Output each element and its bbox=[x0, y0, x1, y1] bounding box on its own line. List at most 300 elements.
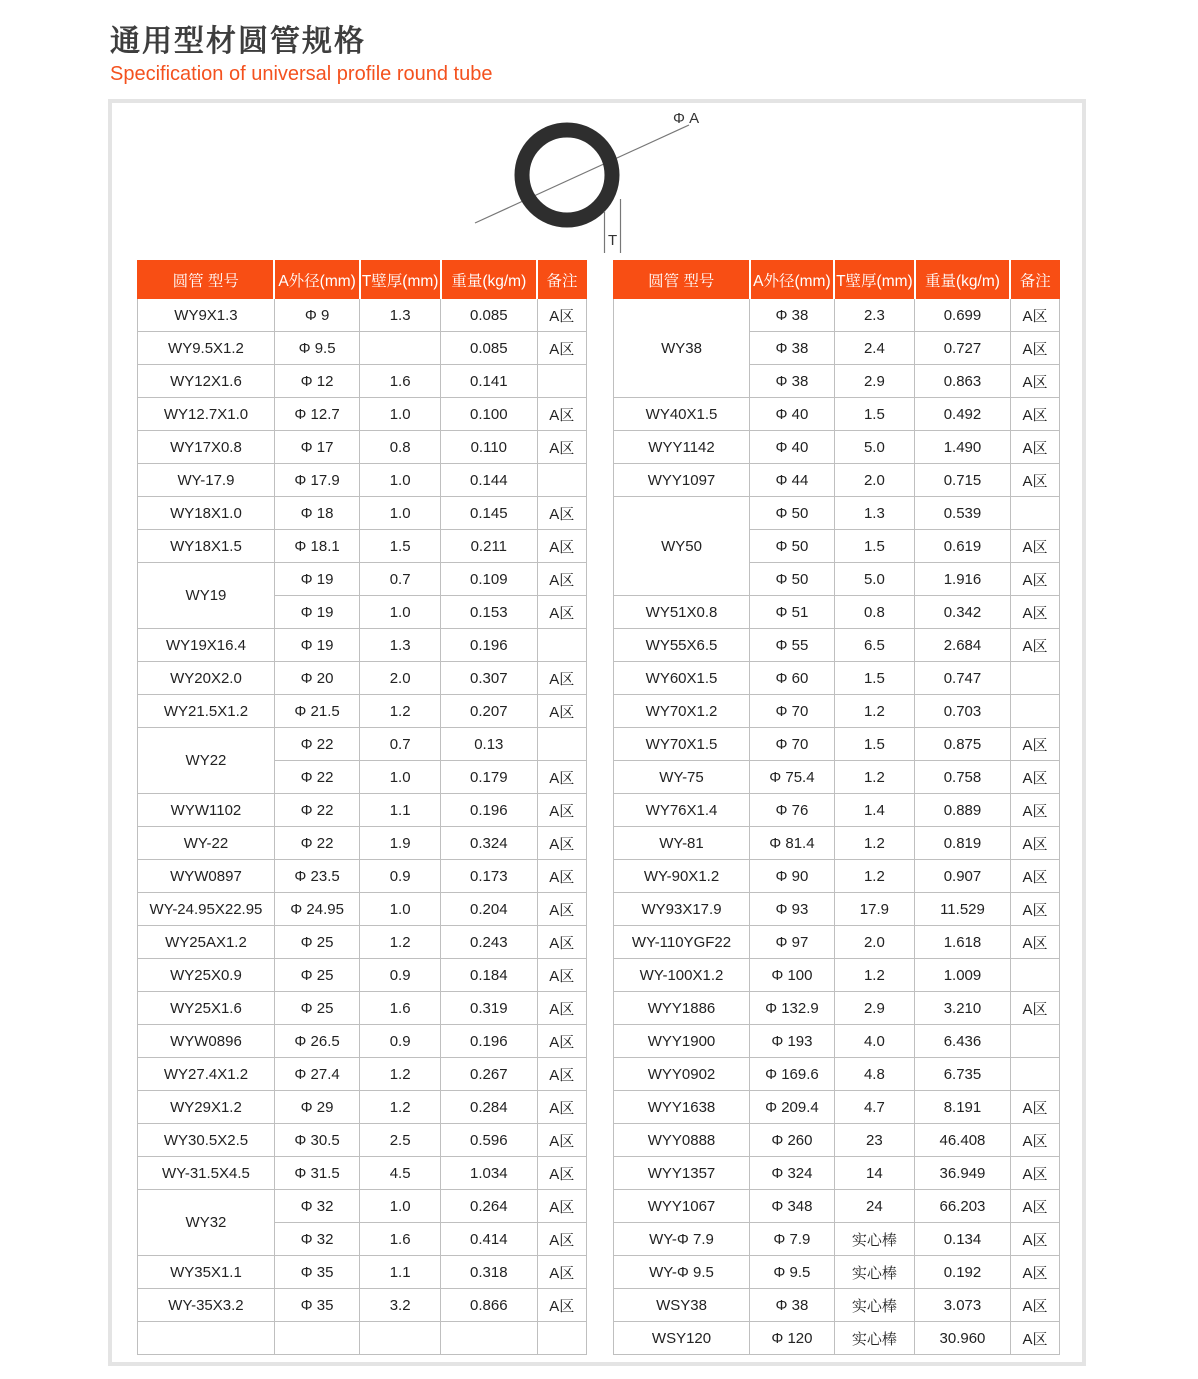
table-row bbox=[138, 563, 587, 596]
spec-table-right bbox=[613, 260, 1060, 1355]
od-cell: Φ 40 bbox=[750, 431, 835, 464]
thickness-cell: 1.5 bbox=[834, 728, 914, 761]
model-cell: WY-24.95X22.95 bbox=[138, 893, 275, 926]
table-row bbox=[614, 1289, 1060, 1322]
note-cell: A区 bbox=[537, 1157, 586, 1190]
thickness-cell: 2.9 bbox=[834, 365, 914, 398]
od-cell: Φ 35 bbox=[274, 1289, 359, 1322]
model-cell: WY-81 bbox=[614, 827, 750, 860]
thickness-cell: 4.7 bbox=[834, 1091, 914, 1124]
weight-cell: 0.758 bbox=[915, 761, 1011, 794]
weight-cell: 0.819 bbox=[915, 827, 1011, 860]
table-row bbox=[614, 1058, 1060, 1091]
thickness-cell: 1.0 bbox=[360, 761, 441, 794]
note-cell: A区 bbox=[1010, 827, 1059, 860]
thickness-cell: 2.0 bbox=[834, 926, 914, 959]
note-cell: A区 bbox=[537, 827, 586, 860]
model-cell: WY12.7X1.0 bbox=[138, 398, 275, 431]
od-cell: Φ 90 bbox=[750, 860, 835, 893]
header-model: 圆管 型号 bbox=[138, 261, 275, 299]
weight-cell: 0.319 bbox=[441, 992, 538, 1025]
model-cell: WY38 bbox=[614, 299, 750, 398]
note-cell: A区 bbox=[537, 860, 586, 893]
table-row bbox=[138, 1025, 587, 1058]
note-cell: A区 bbox=[1010, 596, 1059, 629]
note-cell: A区 bbox=[537, 761, 586, 794]
weight-cell: 0.318 bbox=[441, 1256, 538, 1289]
note-cell bbox=[1010, 959, 1059, 992]
note-cell: A区 bbox=[1010, 629, 1059, 662]
od-cell: Φ 169.6 bbox=[750, 1058, 835, 1091]
weight-cell: 30.960 bbox=[915, 1322, 1011, 1355]
weight-cell: 0.204 bbox=[441, 893, 538, 926]
od-cell: Φ 17 bbox=[274, 431, 359, 464]
weight-cell: 0.492 bbox=[915, 398, 1011, 431]
note-cell: A区 bbox=[1010, 926, 1059, 959]
weight-cell: 0.196 bbox=[441, 629, 538, 662]
model-cell: WY25X0.9 bbox=[138, 959, 275, 992]
weight-cell: 0.192 bbox=[915, 1256, 1011, 1289]
weight-cell: 0.539 bbox=[915, 497, 1011, 530]
od-cell: Φ 27.4 bbox=[274, 1058, 359, 1091]
thickness-cell: 1.2 bbox=[360, 926, 441, 959]
note-cell bbox=[537, 464, 586, 497]
content-card bbox=[108, 99, 1086, 1366]
note-cell: A区 bbox=[537, 431, 586, 464]
od-cell: Φ 23.5 bbox=[274, 860, 359, 893]
table-row bbox=[614, 1256, 1060, 1289]
thickness-cell: 1.5 bbox=[360, 530, 441, 563]
note-cell: A区 bbox=[1010, 860, 1059, 893]
model-cell: WY55X6.5 bbox=[614, 629, 750, 662]
od-cell: Φ 75.4 bbox=[750, 761, 835, 794]
od-cell: Φ 70 bbox=[750, 728, 835, 761]
weight-cell: 0.184 bbox=[441, 959, 538, 992]
note-cell: A区 bbox=[1010, 563, 1059, 596]
note-cell: A区 bbox=[537, 794, 586, 827]
od-cell: Φ 25 bbox=[274, 992, 359, 1025]
weight-cell: 0.100 bbox=[441, 398, 538, 431]
table-row bbox=[614, 794, 1060, 827]
weight-cell: 0.145 bbox=[441, 497, 538, 530]
table-row bbox=[614, 662, 1060, 695]
model-cell: WY70X1.2 bbox=[614, 695, 750, 728]
note-cell: A区 bbox=[1010, 1289, 1059, 1322]
header-weight: 重量(kg/m) bbox=[915, 261, 1011, 299]
thickness-cell: 1.3 bbox=[360, 299, 441, 332]
od-cell: Φ 22 bbox=[274, 794, 359, 827]
note-cell: A区 bbox=[1010, 728, 1059, 761]
od-cell: Φ 93 bbox=[750, 893, 835, 926]
weight-cell: 0.307 bbox=[441, 662, 538, 695]
weight-cell: 0.085 bbox=[441, 332, 538, 365]
weight-cell: 2.684 bbox=[915, 629, 1011, 662]
model-cell: WYY1638 bbox=[614, 1091, 750, 1124]
model-cell: WY40X1.5 bbox=[614, 398, 750, 431]
thickness-cell: 0.9 bbox=[360, 959, 441, 992]
model-cell: WYY1097 bbox=[614, 464, 750, 497]
thickness-cell: 0.7 bbox=[360, 563, 441, 596]
table-row bbox=[614, 1157, 1060, 1190]
thickness-cell: 24 bbox=[834, 1190, 914, 1223]
od-cell: Φ 9 bbox=[274, 299, 359, 332]
thickness-cell: 1.1 bbox=[360, 1256, 441, 1289]
thickness-cell: 0.8 bbox=[360, 431, 441, 464]
model-cell bbox=[138, 1322, 275, 1355]
table-row bbox=[138, 662, 587, 695]
note-cell bbox=[1010, 662, 1059, 695]
model-cell: WY93X17.9 bbox=[614, 893, 750, 926]
spec-tables bbox=[112, 260, 1082, 1355]
note-cell: A区 bbox=[1010, 299, 1059, 332]
thickness-cell: 1.0 bbox=[360, 596, 441, 629]
weight-cell: 0.141 bbox=[441, 365, 538, 398]
table-row bbox=[138, 695, 587, 728]
weight-cell: 0.703 bbox=[915, 695, 1011, 728]
weight-cell: 0.596 bbox=[441, 1124, 538, 1157]
od-cell: Φ 100 bbox=[750, 959, 835, 992]
table-row bbox=[138, 1256, 587, 1289]
header-wall-thickness: T壁厚(mm) bbox=[834, 261, 914, 299]
model-cell: WY9X1.3 bbox=[138, 299, 275, 332]
weight-cell: 0.342 bbox=[915, 596, 1011, 629]
weight-cell: 0.889 bbox=[915, 794, 1011, 827]
od-cell: Φ 19 bbox=[274, 596, 359, 629]
weight-cell: 0.110 bbox=[441, 431, 538, 464]
note-cell: A区 bbox=[1010, 1322, 1059, 1355]
weight-cell: 0.134 bbox=[915, 1223, 1011, 1256]
od-cell: Φ 44 bbox=[750, 464, 835, 497]
table-header-row bbox=[614, 261, 1060, 299]
thickness-cell: 4.8 bbox=[834, 1058, 914, 1091]
thickness-label: T bbox=[608, 232, 618, 249]
od-cell: Φ 25 bbox=[274, 926, 359, 959]
note-cell: A区 bbox=[537, 1058, 586, 1091]
od-cell: Φ 260 bbox=[750, 1124, 835, 1157]
note-cell: A区 bbox=[537, 926, 586, 959]
weight-cell: 3.210 bbox=[915, 992, 1011, 1025]
model-cell: WY-31.5X4.5 bbox=[138, 1157, 275, 1190]
weight-cell: 0.085 bbox=[441, 299, 538, 332]
od-cell: Φ 24.95 bbox=[274, 893, 359, 926]
model-cell: WY-110YGF22 bbox=[614, 926, 750, 959]
weight-cell: 0.699 bbox=[915, 299, 1011, 332]
note-cell: A区 bbox=[537, 398, 586, 431]
weight-cell: 0.109 bbox=[441, 563, 538, 596]
tube-cross-section-diagram bbox=[112, 107, 1082, 257]
weight-cell: 0.284 bbox=[441, 1091, 538, 1124]
weight-cell: 0.211 bbox=[441, 530, 538, 563]
weight-cell: 0.875 bbox=[915, 728, 1011, 761]
model-cell: WYW0896 bbox=[138, 1025, 275, 1058]
table-row bbox=[138, 827, 587, 860]
note-cell: A区 bbox=[537, 695, 586, 728]
thickness-cell: 5.0 bbox=[834, 563, 914, 596]
note-cell bbox=[537, 629, 586, 662]
weight-cell: 36.949 bbox=[915, 1157, 1011, 1190]
thickness-cell: 1.2 bbox=[360, 1091, 441, 1124]
od-cell: Φ 193 bbox=[750, 1025, 835, 1058]
table-row bbox=[614, 926, 1060, 959]
table-row bbox=[138, 794, 587, 827]
weight-cell: 0.196 bbox=[441, 1025, 538, 1058]
table-row bbox=[614, 893, 1060, 926]
table-row bbox=[138, 497, 587, 530]
thickness-cell: 1.0 bbox=[360, 464, 441, 497]
table-row bbox=[614, 1025, 1060, 1058]
note-cell: A区 bbox=[537, 1025, 586, 1058]
thickness-cell: 1.6 bbox=[360, 365, 441, 398]
od-cell: Φ 70 bbox=[750, 695, 835, 728]
od-cell: Φ 38 bbox=[750, 299, 835, 332]
thickness-cell: 1.2 bbox=[834, 761, 914, 794]
weight-cell: 0.727 bbox=[915, 332, 1011, 365]
model-cell: WY-35X3.2 bbox=[138, 1289, 275, 1322]
od-cell: Φ 18.1 bbox=[274, 530, 359, 563]
header-remarks: 备注 bbox=[1010, 261, 1059, 299]
od-cell bbox=[274, 1322, 359, 1355]
od-cell: Φ 81.4 bbox=[750, 827, 835, 860]
od-cell: Φ 50 bbox=[750, 530, 835, 563]
weight-cell: 0.414 bbox=[441, 1223, 538, 1256]
weight-cell: 0.144 bbox=[441, 464, 538, 497]
od-cell: Φ 17.9 bbox=[274, 464, 359, 497]
thickness-cell: 1.6 bbox=[360, 1223, 441, 1256]
model-cell: WY-Φ 7.9 bbox=[614, 1223, 750, 1256]
note-cell: A区 bbox=[1010, 1190, 1059, 1223]
model-cell: WY17X0.8 bbox=[138, 431, 275, 464]
model-cell: WY18X1.0 bbox=[138, 497, 275, 530]
thickness-cell: 14 bbox=[834, 1157, 914, 1190]
note-cell: A区 bbox=[1010, 530, 1059, 563]
header-outer-diameter: A外径(mm) bbox=[750, 261, 835, 299]
od-cell: Φ 18 bbox=[274, 497, 359, 530]
weight-cell: 0.243 bbox=[441, 926, 538, 959]
table-row bbox=[138, 530, 587, 563]
od-cell: Φ 31.5 bbox=[274, 1157, 359, 1190]
note-cell: A区 bbox=[1010, 1223, 1059, 1256]
header-remarks: 备注 bbox=[537, 261, 586, 299]
model-cell: WYY0902 bbox=[614, 1058, 750, 1091]
model-cell: WYY1142 bbox=[614, 431, 750, 464]
table-row bbox=[138, 728, 587, 761]
model-cell: WY76X1.4 bbox=[614, 794, 750, 827]
od-cell: Φ 19 bbox=[274, 629, 359, 662]
note-cell: A区 bbox=[1010, 1124, 1059, 1157]
thickness-cell: 1.2 bbox=[834, 827, 914, 860]
thickness-cell: 4.0 bbox=[834, 1025, 914, 1058]
model-cell: WY27.4X1.2 bbox=[138, 1058, 275, 1091]
note-cell: A区 bbox=[537, 299, 586, 332]
page-subtitle: Specification of universal profile round tube bbox=[110, 63, 493, 85]
weight-cell: 0.264 bbox=[441, 1190, 538, 1223]
note-cell: A区 bbox=[537, 596, 586, 629]
weight-cell: 0.153 bbox=[441, 596, 538, 629]
weight-cell: 1.618 bbox=[915, 926, 1011, 959]
table-row bbox=[614, 497, 1060, 530]
model-cell: WY25X1.6 bbox=[138, 992, 275, 1025]
note-cell: A区 bbox=[537, 530, 586, 563]
od-cell: Φ 40 bbox=[750, 398, 835, 431]
note-cell: A区 bbox=[537, 1256, 586, 1289]
thickness-cell: 6.5 bbox=[834, 629, 914, 662]
weight-cell: 0.747 bbox=[915, 662, 1011, 695]
model-cell: WY21.5X1.2 bbox=[138, 695, 275, 728]
table-row bbox=[138, 398, 587, 431]
table-row bbox=[138, 629, 587, 662]
od-cell: Φ 29 bbox=[274, 1091, 359, 1124]
note-cell: A区 bbox=[537, 959, 586, 992]
table-row bbox=[138, 365, 587, 398]
od-cell: Φ 21.5 bbox=[274, 695, 359, 728]
model-cell: WY60X1.5 bbox=[614, 662, 750, 695]
model-cell: WYY1886 bbox=[614, 992, 750, 1025]
table-row bbox=[614, 695, 1060, 728]
model-cell: WY70X1.5 bbox=[614, 728, 750, 761]
thickness-cell: 2.4 bbox=[834, 332, 914, 365]
note-cell bbox=[1010, 695, 1059, 728]
thickness-cell: 1.2 bbox=[834, 860, 914, 893]
od-cell: Φ 55 bbox=[750, 629, 835, 662]
table-row bbox=[138, 893, 587, 926]
table-row bbox=[138, 1322, 587, 1355]
od-cell: Φ 12 bbox=[274, 365, 359, 398]
model-cell: WY12X1.6 bbox=[138, 365, 275, 398]
weight-cell: 8.191 bbox=[915, 1091, 1011, 1124]
note-cell: A区 bbox=[1010, 1256, 1059, 1289]
od-cell: Φ 7.9 bbox=[750, 1223, 835, 1256]
note-cell bbox=[1010, 1058, 1059, 1091]
table-row bbox=[614, 464, 1060, 497]
table-row bbox=[138, 1289, 587, 1322]
table-row bbox=[138, 1157, 587, 1190]
thickness-cell: 0.9 bbox=[360, 1025, 441, 1058]
note-cell: A区 bbox=[537, 563, 586, 596]
note-cell: A区 bbox=[1010, 893, 1059, 926]
thickness-cell: 1.4 bbox=[834, 794, 914, 827]
od-cell: Φ 19 bbox=[274, 563, 359, 596]
od-cell: Φ 9.5 bbox=[750, 1256, 835, 1289]
weight-cell: 11.529 bbox=[915, 893, 1011, 926]
model-cell: WYY1067 bbox=[614, 1190, 750, 1223]
od-cell: Φ 60 bbox=[750, 662, 835, 695]
model-cell: WY9.5X1.2 bbox=[138, 332, 275, 365]
model-cell: WY-100X1.2 bbox=[614, 959, 750, 992]
table-row bbox=[138, 431, 587, 464]
page-header bbox=[0, 0, 1198, 86]
table-row bbox=[614, 761, 1060, 794]
header-outer-diameter: A外径(mm) bbox=[274, 261, 359, 299]
header-wall-thickness: T壁厚(mm) bbox=[360, 261, 441, 299]
thickness-cell: 1.0 bbox=[360, 1190, 441, 1223]
model-cell: WY19 bbox=[138, 563, 275, 629]
thickness-cell: 1.5 bbox=[834, 662, 914, 695]
note-cell: A区 bbox=[537, 497, 586, 530]
note-cell: A区 bbox=[1010, 1157, 1059, 1190]
thickness-cell: 1.0 bbox=[360, 893, 441, 926]
model-cell: WY50 bbox=[614, 497, 750, 596]
weight-cell: 0.13 bbox=[441, 728, 538, 761]
model-cell: WY51X0.8 bbox=[614, 596, 750, 629]
note-cell: A区 bbox=[537, 1289, 586, 1322]
table-row bbox=[614, 1322, 1060, 1355]
weight-cell: 3.073 bbox=[915, 1289, 1011, 1322]
thickness-cell: 17.9 bbox=[834, 893, 914, 926]
thickness-cell bbox=[360, 332, 441, 365]
weight-cell: 0.907 bbox=[915, 860, 1011, 893]
weight-cell: 0.715 bbox=[915, 464, 1011, 497]
weight-cell: 6.436 bbox=[915, 1025, 1011, 1058]
table-row bbox=[138, 1190, 587, 1223]
weight-cell: 1.490 bbox=[915, 431, 1011, 464]
thickness-cell: 1.6 bbox=[360, 992, 441, 1025]
thickness-cell: 5.0 bbox=[834, 431, 914, 464]
weight-cell: 0.173 bbox=[441, 860, 538, 893]
note-cell: A区 bbox=[537, 893, 586, 926]
thickness-cell: 1.2 bbox=[834, 959, 914, 992]
page-title: 通用型材圆管规格 bbox=[110, 25, 366, 58]
weight-cell: 1.916 bbox=[915, 563, 1011, 596]
od-cell: Φ 120 bbox=[750, 1322, 835, 1355]
model-cell: WY19X16.4 bbox=[138, 629, 275, 662]
od-cell: Φ 12.7 bbox=[274, 398, 359, 431]
model-cell: WY29X1.2 bbox=[138, 1091, 275, 1124]
thickness-cell: 1.5 bbox=[834, 398, 914, 431]
model-cell: WYY1900 bbox=[614, 1025, 750, 1058]
thickness-cell: 2.5 bbox=[360, 1124, 441, 1157]
note-cell: A区 bbox=[1010, 1091, 1059, 1124]
table-row bbox=[614, 1223, 1060, 1256]
od-cell: Φ 209.4 bbox=[750, 1091, 835, 1124]
table-row bbox=[138, 332, 587, 365]
thickness-cell: 2.0 bbox=[834, 464, 914, 497]
thickness-cell: 1.0 bbox=[360, 497, 441, 530]
note-cell: A区 bbox=[1010, 761, 1059, 794]
table-row bbox=[614, 1091, 1060, 1124]
model-cell: WY25AX1.2 bbox=[138, 926, 275, 959]
table-row bbox=[614, 1124, 1060, 1157]
table-row bbox=[138, 860, 587, 893]
weight-cell: 0.863 bbox=[915, 365, 1011, 398]
note-cell bbox=[537, 365, 586, 398]
thickness-cell: 23 bbox=[834, 1124, 914, 1157]
model-cell: WY-17.9 bbox=[138, 464, 275, 497]
thickness-cell: 1.3 bbox=[360, 629, 441, 662]
weight-cell: 0.179 bbox=[441, 761, 538, 794]
note-cell: A区 bbox=[537, 332, 586, 365]
thickness-cell: 1.9 bbox=[360, 827, 441, 860]
note-cell: A区 bbox=[1010, 398, 1059, 431]
table-row bbox=[614, 398, 1060, 431]
tube-diagram-svg bbox=[467, 107, 727, 257]
model-cell: WY35X1.1 bbox=[138, 1256, 275, 1289]
od-cell: Φ 50 bbox=[750, 497, 835, 530]
weight-cell: 0.267 bbox=[441, 1058, 538, 1091]
weight-cell: 6.735 bbox=[915, 1058, 1011, 1091]
thickness-cell: 0.8 bbox=[834, 596, 914, 629]
table-row bbox=[614, 299, 1060, 332]
model-cell: WYY0888 bbox=[614, 1124, 750, 1157]
note-cell: A区 bbox=[1010, 992, 1059, 1025]
table-row bbox=[614, 596, 1060, 629]
od-cell: Φ 38 bbox=[750, 365, 835, 398]
weight-cell: 0.196 bbox=[441, 794, 538, 827]
weight-cell: 1.009 bbox=[915, 959, 1011, 992]
table-row bbox=[614, 431, 1060, 464]
model-cell: WYY1357 bbox=[614, 1157, 750, 1190]
model-cell: WY-Φ 9.5 bbox=[614, 1256, 750, 1289]
weight-cell bbox=[441, 1322, 538, 1355]
